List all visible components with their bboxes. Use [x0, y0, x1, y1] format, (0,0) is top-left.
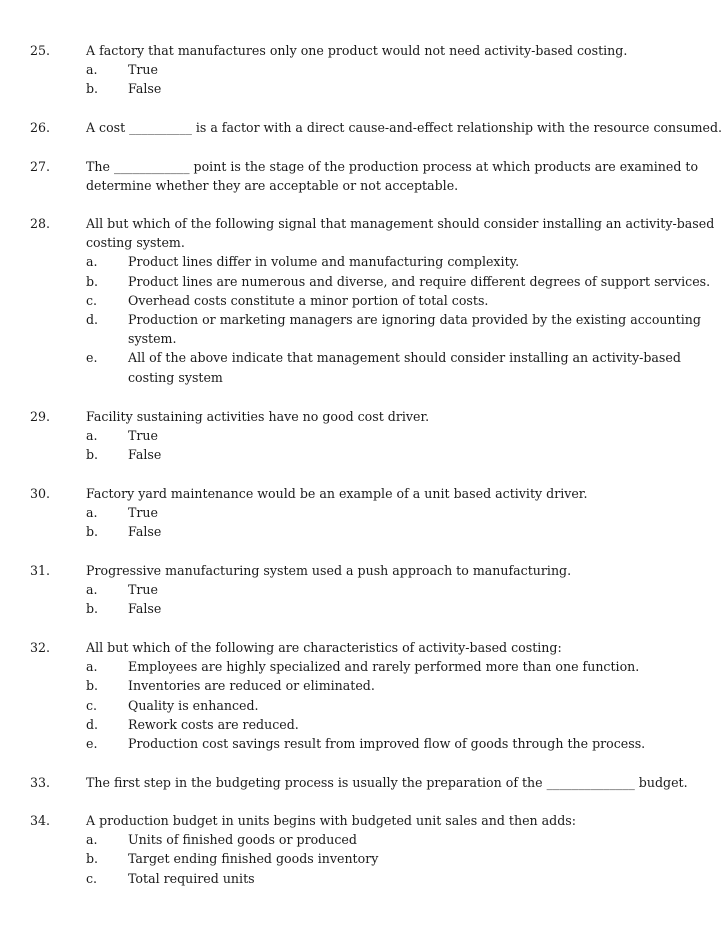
question-line: [0, 118, 728, 137]
question-31: [0, 561, 728, 619]
option-label: a.: [86, 832, 98, 848]
option-c: [0, 696, 728, 715]
option-label: c.: [86, 292, 98, 308]
option-label: d.: [86, 311, 99, 327]
option-a: [0, 252, 728, 271]
option-label: b.: [86, 447, 99, 463]
question-33: [0, 773, 728, 792]
option-text: False: [128, 81, 162, 97]
question-26: [0, 118, 728, 137]
option-text: Employees are highly specialized and rarely performed more than one function.: [128, 659, 640, 675]
option-text: Product lines differ in volume and manufacturing complexity.: [128, 254, 520, 270]
option-text: False: [128, 601, 162, 617]
option-b: [0, 849, 728, 868]
option-label: a.: [86, 582, 98, 598]
option-d: [0, 310, 728, 329]
question-30: [0, 484, 728, 542]
question-line: [0, 41, 728, 60]
question-text: All but which of the following signal that management should consider installing an activity-based: [86, 216, 715, 231]
question-28: [0, 214, 728, 387]
option-text: Target ending finished goods inventory: [128, 851, 379, 867]
option-e: [0, 348, 728, 367]
question-number: 33.: [30, 775, 51, 790]
question-text: costing system.: [86, 235, 185, 251]
option-a: [0, 503, 728, 522]
question-line: [0, 811, 728, 830]
question-number: 34.: [30, 813, 51, 828]
option-a: [0, 830, 728, 849]
option-b: [0, 445, 728, 464]
option-text: Total required units: [128, 870, 255, 886]
question-text: Facility sustaining activities have no good cost driver.: [86, 409, 430, 424]
question-text: A factory that manufactures only one product would not need activity-based costing.: [86, 43, 628, 58]
option-text: Quality is enhanced.: [128, 697, 259, 713]
option-text: Production or marketing managers are ignoring data provided by the existing accounting: [128, 311, 701, 327]
question-line: [0, 484, 728, 503]
question-line: [0, 561, 728, 580]
question-number: 27.: [30, 159, 51, 174]
question-text: A cost __________ is a factor with a direct cause-and-effect relationship with the resource consumed.: [86, 120, 723, 135]
question-number: 32.: [30, 640, 51, 655]
question-27: [0, 157, 728, 195]
question-text: The first step in the budgeting process is usually the preparation of the ______________ budget.: [86, 775, 688, 790]
question-number: 25.: [30, 43, 51, 58]
option-c: [0, 869, 728, 888]
option-text: costing system: [128, 369, 223, 385]
question-25: [0, 41, 728, 99]
option-b: [0, 272, 728, 291]
option-label: c.: [86, 870, 98, 886]
option-label: b.: [86, 678, 99, 694]
question-text: A production budget in units begins with budgeted unit sales and then adds:: [86, 813, 576, 828]
option-e: [0, 734, 728, 753]
question-line: [0, 157, 728, 176]
option-a: [0, 657, 728, 676]
option-text: Product lines are numerous and diverse, and require different degrees of support services.: [128, 273, 711, 289]
question-number: 31.: [30, 563, 51, 578]
option-text: Overhead costs constitute a minor portion of total costs.: [128, 292, 489, 308]
question-34: [0, 811, 728, 888]
question-text: Progressive manufacturing system used a push approach to manufacturing.: [86, 563, 572, 578]
option-a: [0, 60, 728, 79]
question-number: 29.: [30, 409, 51, 424]
option-d: [0, 715, 728, 734]
option-label: e.: [86, 735, 98, 751]
option-label: d.: [86, 716, 99, 732]
option-text: True: [128, 428, 158, 444]
question-number: 30.: [30, 486, 51, 501]
option-label: e.: [86, 350, 98, 366]
option-label: a.: [86, 428, 98, 444]
option-b: [0, 676, 728, 695]
option-a: [0, 426, 728, 445]
option-label: b.: [86, 851, 99, 867]
option-text: True: [128, 505, 158, 521]
option-text: False: [128, 447, 162, 463]
question-line: [0, 638, 728, 657]
question-line: [0, 407, 728, 426]
option-label: b.: [86, 81, 99, 97]
option-text: All of the above indicate that management should consider installing an activity-based: [128, 350, 681, 366]
question-text: The ____________ point is the stage of the production process at which products are examined to: [86, 159, 699, 174]
option-label: c.: [86, 697, 98, 713]
question-text: Factory yard maintenance would be an example of a unit based activity driver.: [86, 486, 588, 501]
question-line: [0, 214, 728, 233]
question-number: 28.: [30, 216, 51, 231]
option-b: [0, 599, 728, 618]
option-text: Rework costs are reduced.: [128, 716, 299, 732]
option-text: Production cost savings result from improved flow of goods through the process.: [128, 735, 646, 751]
option-text: False: [128, 524, 162, 540]
question-text: All but which of the following are characteristics of activity-based costing:: [86, 640, 562, 655]
question-number: 26.: [30, 120, 51, 135]
question-line: [0, 233, 728, 252]
option-text: Units of finished goods or produced: [128, 832, 357, 848]
option-label: b.: [86, 273, 99, 289]
option-text: system.: [128, 331, 177, 347]
option-c: [0, 291, 728, 310]
question-text: determine whether they are acceptable or not acceptable.: [86, 178, 459, 194]
option-label: a.: [86, 505, 98, 521]
option-label: b.: [86, 601, 99, 617]
question-29: [0, 407, 728, 465]
option-a: [0, 580, 728, 599]
option-b: [0, 522, 728, 541]
option-label: a.: [86, 254, 98, 270]
question-line: [0, 773, 728, 792]
option-d-continued: [0, 329, 728, 348]
option-label: a.: [86, 62, 98, 78]
option-b: [0, 79, 728, 98]
option-e-continued: [0, 368, 728, 387]
option-text: True: [128, 582, 158, 598]
option-text: Inventories are reduced or eliminated.: [128, 678, 375, 694]
option-text: True: [128, 62, 158, 78]
option-label: a.: [86, 659, 98, 675]
question-line: [0, 176, 728, 195]
question-32: [0, 638, 728, 753]
option-label: b.: [86, 524, 99, 540]
